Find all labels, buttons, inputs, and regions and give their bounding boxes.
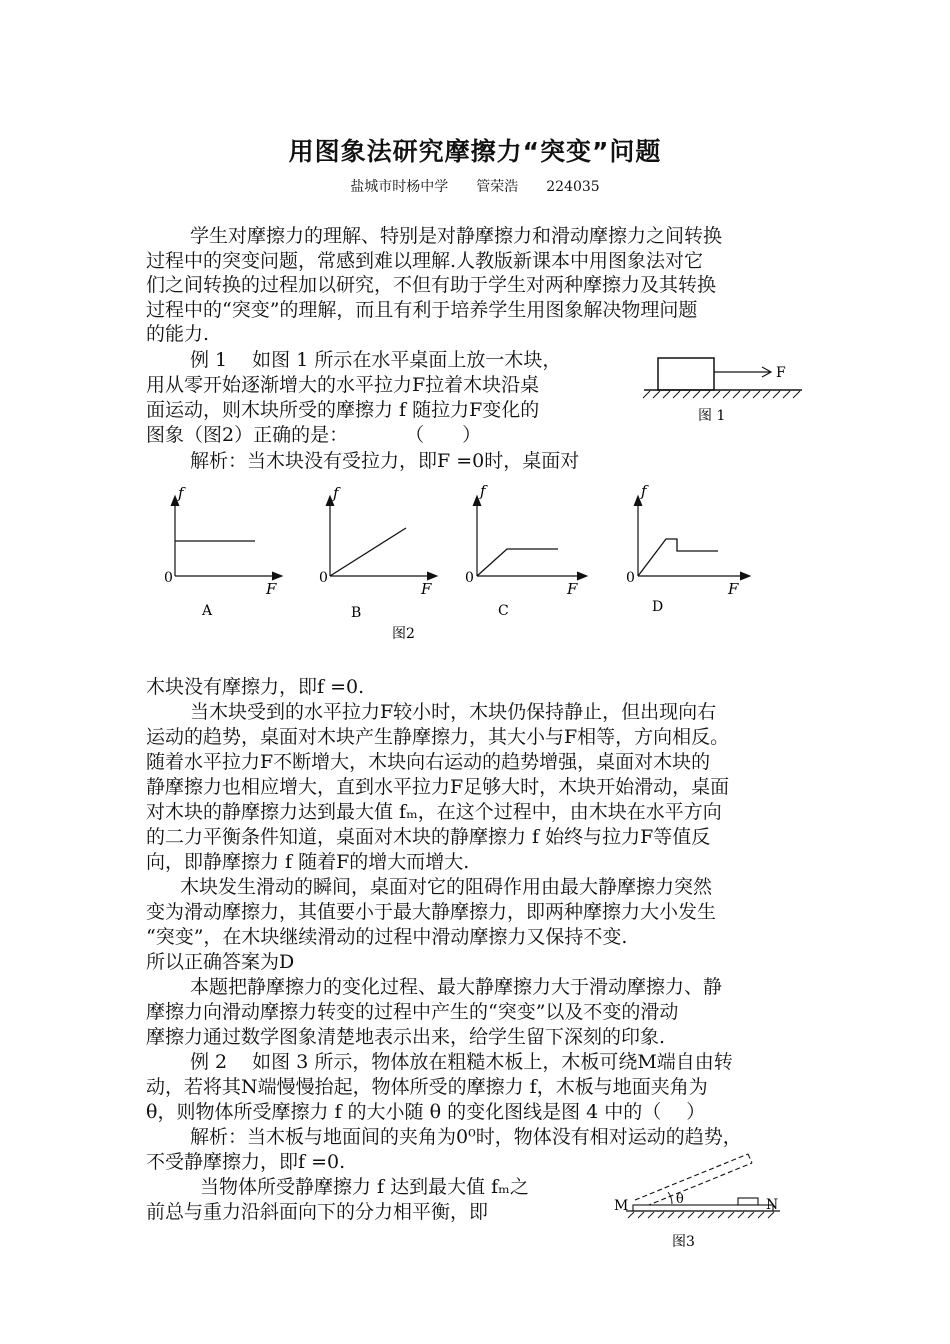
fig1-caption: 图 1 [698,408,726,424]
page-title: 用图象法研究摩擦力“突变”问题 [288,137,662,166]
analysis-line-13: 本题把静摩擦力的变化过程、最大静摩擦力大于滑动摩擦力、静 [190,976,723,998]
graph-d-x-label: F [728,580,739,598]
graph-b [319,484,437,621]
analysis-line-18: θ，则物体所受摩擦力 f 的大小随 θ 的变化图线是图 4 中的（ ） [146,1101,706,1123]
fig3-n-label: N [766,1197,779,1213]
analysis-line-11: “突变”，在木块继续滑动的过程中滑动摩擦力又保持不变. [146,926,628,948]
board [633,1205,773,1211]
graph-d-label: D [652,599,664,615]
graph-c [465,482,587,619]
intro-line-4: 过程中的“突变”的理解，而且有利于培养学生用图象解决物理问题 [146,299,698,321]
graph-c-curve [477,549,558,576]
analysis-line-14: 摩擦力向滑动摩擦力转变的过程中产生的“突变”以及不变的滑动 [146,1001,679,1023]
object-block [738,1198,758,1205]
fig3-angle-label: θ [676,1192,684,1207]
example1-line-4: 图象（图2）正确的是： （ ） [146,424,482,446]
analysis-line-22: 前总与重力沿斜面向下的分力相平衡，即 [146,1201,489,1223]
analysis-line-12: 所以正确答案为D [146,951,295,973]
intro-line-2: 过程中的突变问题，常感到难以理解.人教版新课本中用图象法对它 [146,250,704,272]
analysis-line-7: 的二力平衡条件知道，桌面对木块的静摩擦力 f 始终与拉力F等值反 [146,826,711,848]
author-line: 盐城市时杨中学 管荣浩 224035 [350,179,600,195]
analysis-line-1: 木块没有摩擦力，即f =0. [146,676,365,698]
example1-line-3: 面运动，则木块所受的摩擦力 f 随拉力F变化的 [146,399,540,421]
analysis-line-6: 对木块的静摩擦力达到最大值 fₘ，在这个过程中，由木块在水平方向 [146,801,722,823]
graph-c-x-label: F [567,580,578,598]
angle-arc [668,1192,672,1204]
fig2-caption: 图2 [392,626,415,642]
graph-d-curve [638,539,718,576]
analysis-line-4: 随着水平拉力F不断增大，木块向右运动的趋势增强，桌面对木块的 [146,751,711,773]
graph-d-origin: 0 [626,570,635,586]
graph-a-y-label: f [178,484,184,502]
graph-d-y-label: f [641,482,647,500]
intro-line-5: 的能力. [146,323,210,345]
figure-3 [608,1148,798,1258]
graph-b-origin: 0 [319,570,328,586]
graph-a [164,484,282,619]
graph-b-y-label: f [333,484,339,502]
graph-a-x-label: F [266,580,277,598]
graph-c-origin: 0 [465,570,474,586]
analysis-line-9: 木块发生滑动的瞬间，桌面对它的阻碍作用由最大静摩擦力突然 [180,876,713,898]
analysis-line-20: 不受静摩擦力，即f =0. [146,1151,346,1173]
fig1-force-label: F [776,365,786,381]
intro-line-3: 们之间转换的过程加以研究，不但有助于学生对两种摩擦力及其转换 [146,274,717,296]
analysis-line-3: 运动的趋势，桌面对木块产生静摩擦力，其大小与F相等，方向相反。 [146,726,730,748]
example1-line-5: 解析：当木块没有受拉力，即F =0时，桌面对 [190,450,580,472]
fig3-caption: 图3 [672,1234,695,1250]
analysis-line-16: 例 2 如图 3 所示，物体放在粗糙木板上，木板可绕M端自由转 [190,1051,733,1073]
graph-b-label: B [351,605,362,621]
analysis-line-2: 当木块受到的水平拉力F较小时，木块仍保持静止，但出现向右 [190,701,717,723]
figure-1 [640,350,810,430]
example1-line-1: 例 1 如图 1 所示在水平桌面上放一木块， [190,349,562,371]
fig3-m-label: M [614,1198,629,1214]
analysis-line-21: 当物体所受静摩擦力 f 达到最大值 fₘ之 [200,1176,529,1198]
graph-a-label: A [202,603,213,619]
analysis-line-5: 静摩擦力也相应增大，直到水平拉力F足够大时，木块开始滑动，桌面 [146,776,730,798]
graph-d [626,482,750,615]
analysis-line-10: 变为滑动摩擦力，其值要小于最大静摩擦力，即两种摩擦力大小发生 [146,901,717,923]
graph-c-label: C [498,603,509,619]
graph-a-origin: 0 [164,570,173,586]
analysis-line-8: 向，即静摩擦力 f 随着F的增大而增大. [146,851,470,873]
block [658,358,714,390]
graph-b-x-label: F [421,580,432,598]
analysis-line-19: 解析：当木板与地面间的夹角为0⁰时，物体没有相对运动的趋势， [190,1126,742,1148]
raised-board [635,1154,752,1209]
analysis-line-17: 动，若将其N端慢慢抬起，物体所受的摩擦力 f，木板与地面夹角为 [146,1076,708,1098]
example1-line-2: 用从零开始逐渐增大的水平拉力F拉着木块沿桌 [146,374,540,396]
analysis-line-15: 摩擦力通过数学图象清楚地表示出来，给学生留下深刻的印象. [146,1026,666,1048]
graph-b-curve [330,528,406,576]
figure-2 [150,478,790,648]
graph-c-y-label: f [480,482,486,500]
intro-line-1: 学生对摩擦力的理解、特别是对静摩擦力和滑动摩擦力之间转换 [190,225,723,247]
